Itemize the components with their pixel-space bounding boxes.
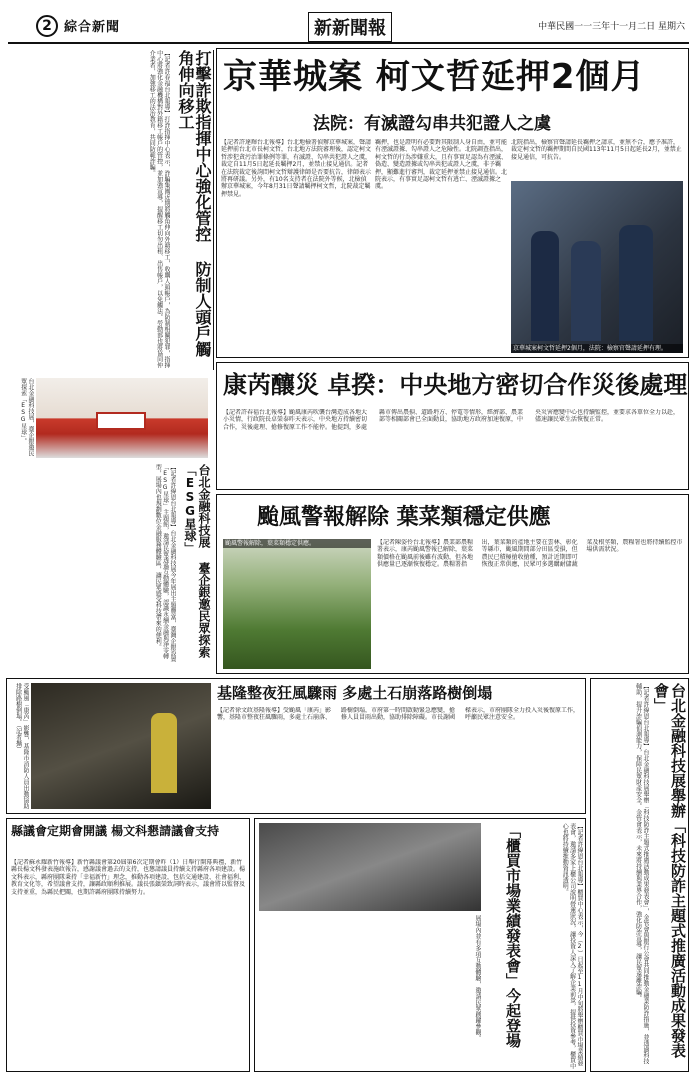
- header-rule: [8, 42, 689, 44]
- story3-headline: 颱風警報解除 葉菜類穩定供應: [257, 505, 551, 530]
- side-left-mid-photo: [36, 378, 208, 458]
- side-left-top-body: 【記者許春福台北報導】打詐指揮中心表示，詐騙集團近期將觸角伸向外籍移工，收購人頭帳戶，為防制相關犯罪，指揮中心將強化金融機構對外籍移工帳戶的管控，並加強宣導，提醒移工切勿出租、出售帳戶，以免觸法。勞動部也將協同仲介業者，加強移工的法治教育，共同防範詐騙。: [148, 50, 170, 368]
- story5-headline: 縣議會定期會開議 楊文科懇請議會支持: [11, 824, 220, 838]
- story4-photo-caption: 受颱風「康芮」影響，基隆市消防人員出動協助排除路樹倒塌。（記者攝）: [14, 683, 29, 809]
- story6-body: 【記者許緯恩台北報導】櫃買中心表示，今（2）日起至11月中旬將舉辦櫃買市場業績發表會，邀請多家上櫃公司說明營運狀況，讓投資人深入了解企業前景，提供投資參考，櫃買中心也將持續推動資訊透明。: [561, 823, 583, 1069]
- story4: [6, 678, 586, 814]
- lead-photo-caption: 京華城案柯文哲延押2個月，法院：檢察官聲請延押有理。: [511, 344, 683, 353]
- story4-headline: 基隆整夜狂風驟雨 多處土石崩落路樹倒塌: [217, 684, 493, 702]
- story6-extra-text: 展場內並有多項互動體驗，邀請民眾踴躍參觀。: [474, 915, 481, 1041]
- story3-photo: [223, 539, 371, 669]
- col-rule-top: [213, 50, 214, 370]
- story4-photo: [31, 683, 211, 809]
- side-left-mid-headline: 台北金融科技展 臺企銀邀民眾探索「ESG星球」: [183, 464, 211, 658]
- header-bar: [8, 6, 689, 42]
- section-label: 綜合新聞: [64, 20, 121, 35]
- side-left-mid-caption: 台北金融科技展，臺企銀邀民眾探索「ESG星球」。: [19, 378, 34, 456]
- lead-body-col1: 【記者許達輝台北報導】台北地檢署偵辦京華城案，聲請延押前台北市長柯文哲，台北地方法院審理後，認定柯文哲涉犯貪污治罪條例等罪，有滅證、勾串共犯證人之虞，裁定自11月5日起延長羈押2月，並禁止接見通信。記者在法院裁定後詢問柯文哲辯護律師是否要抗告，律師表示將再研議。另外，有10名支持者在法院外等候，北檢偵辦京華城案，今年8月31日聲請羈押柯文哲，北院裁定羈押禁見。: [221, 139, 371, 198]
- lead-headline: 京華城案 柯文哲延押2個月: [223, 57, 646, 97]
- story2-headline: 康芮釀災 卓揆：中央地方密切合作災後處理: [223, 371, 688, 399]
- lead-story: [216, 48, 689, 358]
- lead-subhead: 法院：有滅證勾串共犯證人之虞: [313, 114, 551, 134]
- side-left-mid-body: 【記者許緯恩台北報導】台北金融科技展今年展出主題豐富，臺灣企銀設置「ESG星球」主題館，邀請民眾透過互動體驗，認識永續金融與淨零轉型，展場內也規劃數位金融服務體驗區，讓民眾感受科技帶來的便利。: [154, 464, 176, 662]
- story5-body: 【記者蘇永耀新竹報導】新竹縣議會第20屆第6次定期會昨（1）日舉行開幕典禮，新竹縣長楊文科發表施政報告，感謝議會過去的支持，也懇請議員持續支持縣府各項建設。楊文科表示，縣府團隊秉持「幸福新竹」理念，推動各項建設，包括交通建設、社會福利、教育文化等，希望議會支持，讓縣政順利推展。議長張鎮榮致詞時表示，議會將以監督及支持並重，為縣民把關，也期許縣府團隊持續努力。: [11, 859, 246, 896]
- left-column-top: [6, 50, 211, 370]
- photo-figure-1: [531, 231, 559, 341]
- photo-figure-3: [619, 225, 653, 341]
- photo-figure-2: [571, 241, 601, 341]
- story2: [216, 362, 689, 490]
- story6: [254, 818, 586, 1072]
- story2-body: 【記者許春福台北報導】颱風康芮吹襲台灣造成各地大小災情，行政院長卓榮泰昨天表示，中央地方持續密切合作，災後處理、搶修復原工作不能停。他提到，多處縣市傳出農損、道路坍方、停電等情形，經濟部、農業部等相關部會已全面動員，協助地方政府加速復原，中央災害應變中心也持續監控，並要求各單位全力以赴，儘速讓民眾生活恢復正常。: [223, 409, 680, 431]
- right-column: [590, 678, 689, 1072]
- issue-date: 中華民國一一三年十一月二日 星期六: [538, 22, 685, 32]
- lead-body-col3: 北院指出，檢察官聲請延長羈押之請求，並無不合，應予准許，裁定柯文哲的羈押期間自民國113年11月5日起延長2月，並禁止接見通信，可抗告。: [511, 139, 682, 161]
- page-number-badge: 2: [36, 15, 58, 37]
- story3-body: 【記者陳姿伶台北報導】農業部農糧署表示，康芮颱風警報已解除，葉菜類價格在颱風前後雖有波動，但各地供應量已逐漸恢復穩定。農糧署指出，葉菜類的產地主要在雲林、彰化等縣市，颱風期間部分田區受損，但農民已積極搶收搶種，預計近期即可恢復正常供應，民眾可多選購耐儲蔬菜及根莖類，農糧署也將持續監控市場供需狀況。: [377, 539, 683, 569]
- side-right-body: 【記者許緯恩台北報導】台北金融科技展舉辦「科技防詐主題式推廣活動成果發表會」，金管會與銀行公會共同推動金融業防詐措施，並透過科技輔助，提升詐騙偵測能力，保障民眾財產安全。金管會表示，未來將持續與業界合作，強化防詐宣導，讓民眾遠離詐騙。: [634, 683, 649, 1064]
- worker-figure: [151, 713, 177, 793]
- booth-sign: [96, 412, 146, 430]
- story4-body: 【記者徐文政基隆報導】受颱風「康芮」影響，基隆市整夜狂風驟雨，多處土石崩落、路樹倒塌，市府第一時間啟動緊急應變，搶修人員冒雨出動，協助排除障礙。市長謝國樑表示，市府團隊全力投入災後復原工作，呼籲民眾注意安全。: [217, 707, 580, 722]
- story6-photo: [259, 823, 481, 911]
- story3: [216, 494, 689, 674]
- story3-photo-caption: 颱風警報解除，葉菜類穩定供應。: [223, 539, 371, 548]
- story5: [6, 818, 250, 1072]
- side-right-headline: 台北金融科技展舉辦「科技防詐主題式推廣活動成果發表會」: [652, 683, 687, 1058]
- lead-body-col2: 羈押，也是證明有必要對其限制人身自由，並可能有湮滅證據、勾串證人之危險性。北院調查指出，柯文哲的行為涉嫌重大，且有事實足認為有湮滅、偽造、變造證據或勾串共犯或證人之虞，非予羈押，顯難進行審判，裁定延押並禁止接見通信。北院表示，有事實足認柯文哲有逃亡、湮滅證據之虞。: [375, 139, 507, 191]
- story6-headline: 「櫃買市場業績發表會」今起登場: [504, 823, 522, 1048]
- side-left-top-headline: 打擊詐欺指揮中心強化管控 防制人頭戶觸角伸向移工: [176, 50, 212, 357]
- left-column-mid: [6, 374, 211, 672]
- paper-name: 新新聞報: [308, 12, 392, 42]
- lead-photo: [511, 181, 683, 353]
